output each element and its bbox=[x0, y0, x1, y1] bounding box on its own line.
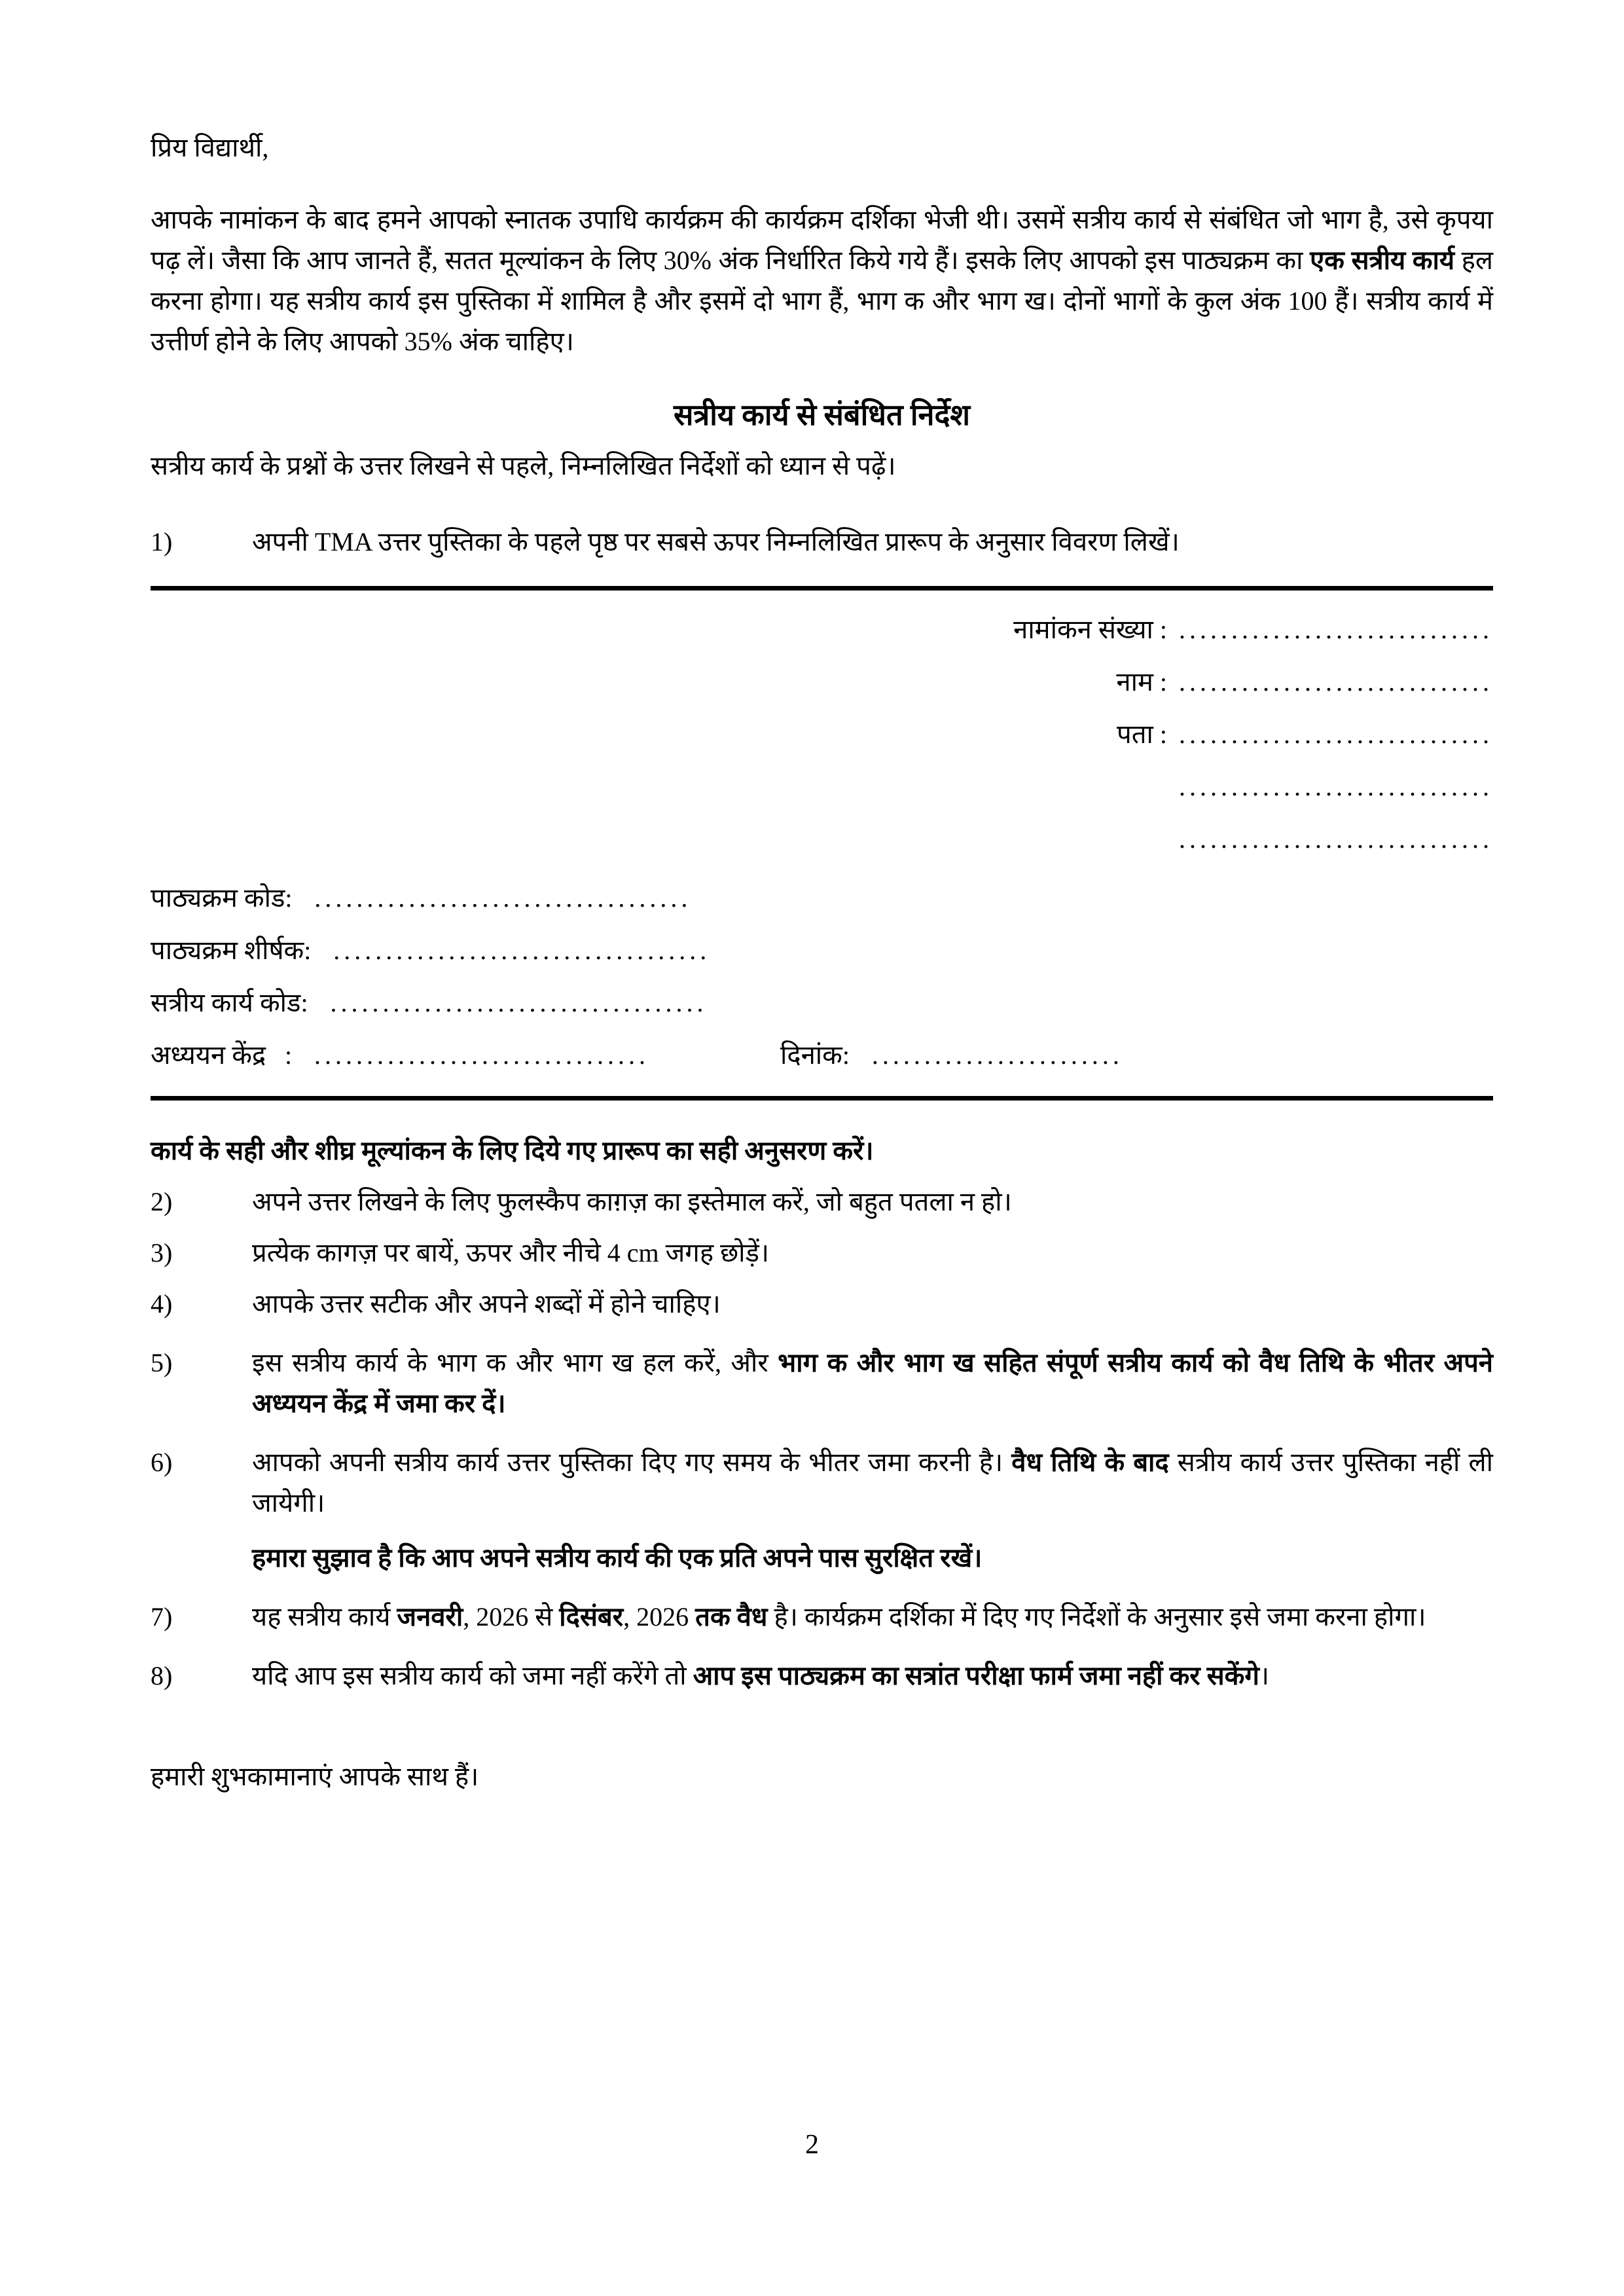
dotted-line: .................................... bbox=[314, 883, 692, 913]
item-number: 5) bbox=[151, 1348, 173, 1377]
instruction-item-8 bbox=[151, 1656, 1493, 1696]
dotted-line: .................................... bbox=[333, 936, 711, 965]
date-label: दिनांक bbox=[780, 1040, 842, 1070]
field-label: नामांकन संख्या : bbox=[1013, 615, 1167, 644]
dotted-line: .............................. bbox=[1179, 615, 1493, 644]
dotted-line: ........................ bbox=[871, 1040, 1123, 1070]
field-label: पाठ्यक्रम कोड bbox=[151, 883, 285, 913]
item-text: यह सत्रीय कार्य जनवरी, 2026 से दिसंबर, 2026 तक वैध है। कार्यक्रम दर्शिका में दिए गए निर्देशों के अनुसार इसे जमा करना होगा। bbox=[252, 1602, 1426, 1631]
course-title-row bbox=[151, 924, 1493, 977]
item-number: 8) bbox=[151, 1661, 173, 1690]
colon: : bbox=[300, 988, 308, 1017]
item-number: 1) bbox=[151, 527, 173, 556]
item-text: अपने उत्तर लिखने के लिए फुलस्कैप काग़ज़ का इस्तेमाल करें, जो बहुत पतला न हो। bbox=[252, 1187, 1012, 1216]
form-top-rule bbox=[151, 586, 1493, 591]
enrollment-number-row bbox=[151, 604, 1493, 656]
dotted-line: ................................ bbox=[314, 1040, 649, 1070]
instruction-item-7 bbox=[151, 1597, 1493, 1637]
instruction-item-3 bbox=[151, 1233, 1493, 1273]
form-right-block bbox=[151, 604, 1493, 866]
field-label: पाठ्यक्रम शीर्षक bbox=[151, 936, 304, 965]
suggestion-note: हमारा सुझाव है कि आप अपने सत्रीय कार्य की एक प्रति अपने पास सुरक्षित रखें। bbox=[252, 1543, 983, 1573]
address-continuation-row bbox=[151, 761, 1493, 813]
address-row bbox=[151, 708, 1493, 761]
item-text: आपको अपनी सत्रीय कार्य उत्तर पुस्तिका दिए गए समय के भीतर जमा करनी है। वैध तिथि के बाद सत्रीय कार्य उत्तर पुस्तिका नहीं ली जायेगी। bbox=[252, 1448, 1493, 1518]
salutation: प्रिय विद्यार्थी, bbox=[151, 133, 269, 162]
item-text: इस सत्रीय कार्य के भाग क और भाग ख हल करें, और भाग क और भाग ख सहित संपूर्ण सत्रीय कार्य को वैध तिथि के भीतर अपने अध्ययन केंद्र में जमा कर दें। bbox=[252, 1348, 1493, 1418]
closing-line: हमारी शुभकामानाएं आपके साथ हैं। bbox=[151, 1762, 479, 1791]
colon: : bbox=[285, 883, 293, 913]
field-label: पता : bbox=[1117, 720, 1167, 749]
section-intro: सत्रीय कार्य के प्रश्नों के उत्तर लिखने से पहले, निम्नलिखित निर्देशों को ध्यान से पढ़ें। bbox=[151, 451, 896, 481]
instruction-item-2 bbox=[151, 1182, 1493, 1222]
form-left-block bbox=[151, 872, 1493, 1082]
dotted-line: .............................. bbox=[1179, 772, 1493, 801]
item-number: 2) bbox=[151, 1187, 173, 1216]
assignment-code-row bbox=[151, 977, 1493, 1029]
item-number: 6) bbox=[151, 1448, 173, 1477]
dotted-line: .............................. bbox=[1179, 667, 1493, 697]
item-text: अपनी TMA उत्तर पुस्तिका के पहले पृष्ठ पर सबसे ऊपर निम्नलिखित प्रारूप के अनुसार विवरण लिखें। bbox=[252, 527, 1180, 556]
field-label: नाम : bbox=[1116, 667, 1167, 697]
course-code-row bbox=[151, 872, 1493, 924]
dotted-line: .............................. bbox=[1179, 720, 1493, 749]
item-number: 7) bbox=[151, 1602, 173, 1631]
format-note: कार्य के सही और शीघ्र मूल्यांकन के लिए दिये गए प्रारूप का सही अनुसरण करें। bbox=[151, 1136, 874, 1165]
colon: : bbox=[285, 1040, 293, 1070]
form-bottom-rule bbox=[151, 1096, 1493, 1101]
page-number: 2 bbox=[805, 2130, 819, 2160]
colon: : bbox=[842, 1040, 850, 1070]
instruction-item-1 bbox=[151, 522, 1493, 562]
item-number: 3) bbox=[151, 1238, 173, 1267]
dotted-line: .............................. bbox=[1179, 824, 1493, 854]
intro-paragraph: आपके नामांकन के बाद हमने आपको स्नातक उपाधि कार्यक्रम की कार्यक्रम दर्शिका भेजी थी। उसमें सत्रीय कार्य से संबंधित जो भाग है, उसे कृपया पढ़ लें। जैसा कि आप जानते हैं, सतत मूल्यांकन के लिए 30% अंक निर्धारित किये गये हैं। इसके लिए आपको इस पाठ्यक्रम का एक सत्रीय कार्य हल करना होगा। यह सत्रीय कार्य इस पुस्तिका में शामिल है और इसमें दो भाग हैं, भाग क और भाग ख। दोनों भागों के कुल अंक 100 हैं। सत्रीय कार्य में उत्तीर्ण होने के लिए आपको 35% अंक चाहिए। bbox=[151, 205, 1493, 356]
field-label: सत्रीय कार्य कोड bbox=[151, 988, 301, 1017]
item-text: आपके उत्तर सटीक और अपने शब्दों में होने चाहिए। bbox=[252, 1289, 721, 1319]
dotted-line: .................................... bbox=[330, 988, 708, 1017]
field-label: अध्ययन केंद्र bbox=[151, 1040, 266, 1070]
item-text: प्रत्येक कागज़ पर बायें, ऊपर और नीचे 4 cm जगह छोड़ें। bbox=[252, 1238, 770, 1267]
instruction-item-5 bbox=[151, 1343, 1493, 1424]
address-continuation-row bbox=[151, 813, 1493, 866]
instruction-item-4 bbox=[151, 1284, 1493, 1324]
section-heading: सत्रीय कार्य से संबंधित निर्देश bbox=[674, 399, 970, 431]
item-text: यदि आप इस सत्रीय कार्य को जमा नहीं करेंगे तो आप इस पाठ्यक्रम का सत्रांत परीक्षा फार्म जमा नहीं कर सकेंगे। bbox=[252, 1661, 1270, 1690]
item-number: 4) bbox=[151, 1289, 173, 1319]
colon: : bbox=[304, 936, 312, 965]
instruction-item-6 bbox=[151, 1442, 1493, 1523]
name-row bbox=[151, 656, 1493, 708]
study-centre-date-row bbox=[151, 1029, 1493, 1082]
